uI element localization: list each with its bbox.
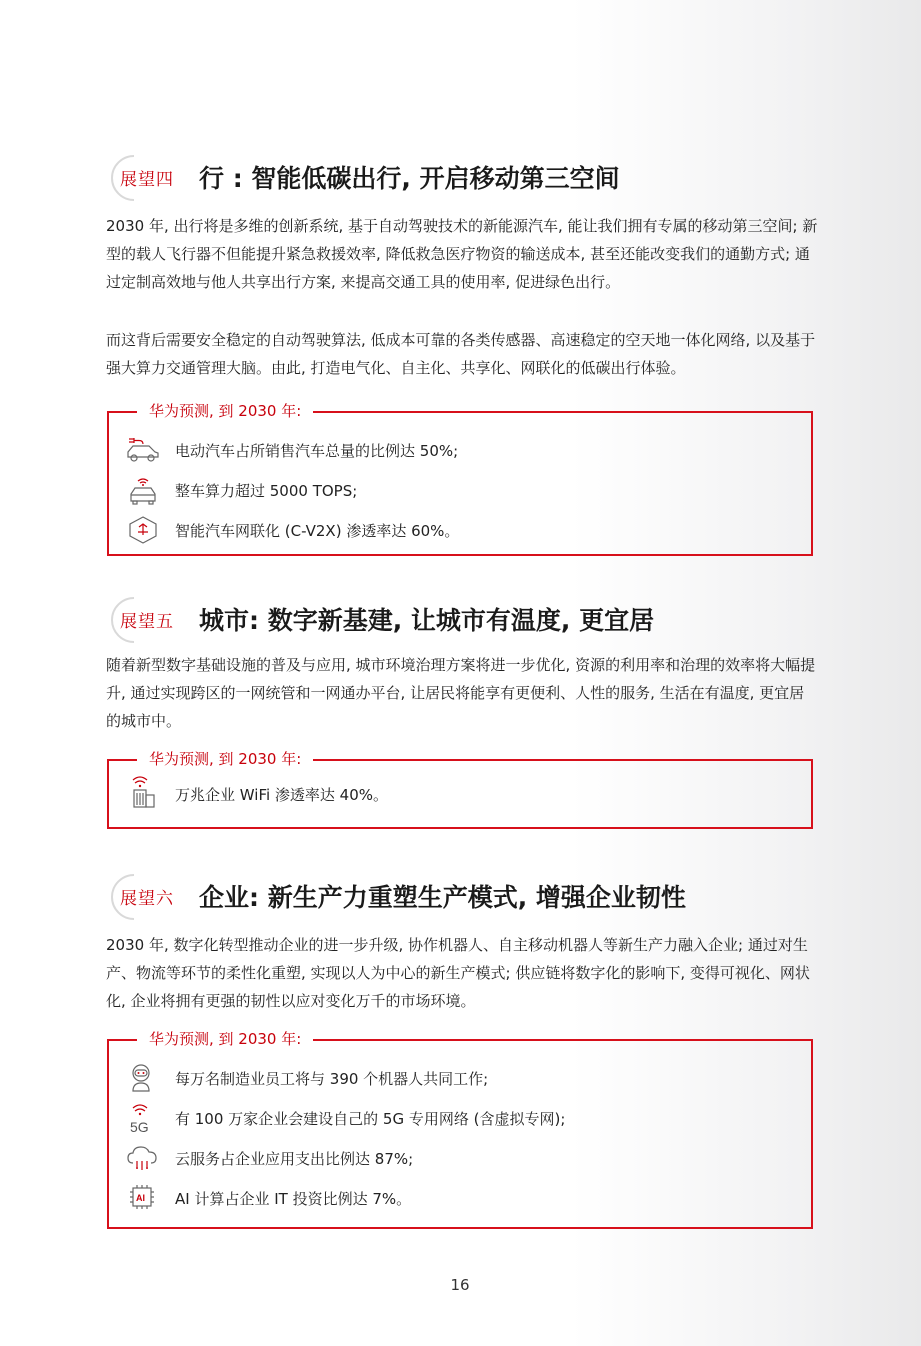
- robot-icon: [125, 1063, 161, 1093]
- section-title: 城市: 数字新基建, 让城市有温度, 更宜居: [199, 606, 655, 635]
- forecast-item: [125, 1141, 785, 1175]
- forecast-item-text: 电动汽车占所销售汽车总量的比例达 50%;: [175, 442, 459, 460]
- section-6-paragraph-1: 2030 年, 数字化转型推动企业的进一步升级, 协作机器人、自主移动机器人等新生产力融入企业; 通过对生产、物流等环节的柔性化重塑, 实现以人为中心的新生产模式; 供应链将数字化的影响下, 变得可视化、网状化, 企业将拥有更强的韧性以应对变化万千的市场环境。: [106, 936, 810, 1010]
- section-6-forecast-box: [107, 1030, 813, 1229]
- forecast-item-text: 云服务占企业应用支出比例达 87%;: [175, 1150, 414, 1168]
- forecast-item: [125, 1101, 785, 1135]
- section-4-paragraph-1: 2030 年, 出行将是多维的创新系统, 基于自动驾驶技术的新能源汽车, 能让我们拥有专属的移动第三空间; 新型的载人飞行器不但能提升紧急救援效率, 降低救急医疗物资的输送成本, 甚至还能改变我们的通勤方式; 通过定制高效地与他人共享出行方案, 来提高交通工具的使用率, 促进绿色出行。: [106, 217, 818, 291]
- electric-car-icon: [125, 435, 161, 465]
- forecast-item: [125, 473, 785, 507]
- section-badge: [106, 153, 188, 203]
- forecast-label: 华为预测, 到 2030 年:: [137, 1029, 313, 1049]
- forecast-item: [125, 433, 785, 467]
- forecast-item-text: 万兆企业 WiFi 渗透率达 40%。: [175, 786, 389, 804]
- forecast-item-text: 整车算力超过 5000 TOPS;: [175, 482, 358, 500]
- section-title: 企业: 新生产力重塑生产模式, 增强企业韧性: [199, 883, 686, 912]
- section-6-heading: [106, 872, 826, 922]
- section-4-heading: [106, 153, 826, 203]
- forecast-item: [125, 513, 785, 547]
- section-title: 行 : 智能低碳出行, 开启移动第三空间: [199, 164, 620, 193]
- section-5-paragraph-1: 随着新型数字基础设施的普及与应用, 城市环境治理方案将进一步优化, 资源的利用率和治理的效率将大幅提升, 通过实现跨区的一网统管和一网通办平台, 让居民将能享有更便利、人性的服务, 生活在有温度, 更宜居的城市中。: [106, 656, 816, 730]
- section-badge: [106, 595, 188, 645]
- forecast-item-text: 智能汽车网联化 (C-V2X) 渗透率达 60%。: [175, 522, 460, 540]
- connected-car-icon: [125, 475, 161, 505]
- forecast-item-text: 有 100 万家企业会建设自己的 5G 专用网络 (含虚拟专网);: [175, 1110, 566, 1128]
- forecast-item-text: 每万名制造业员工将与 390 个机器人共同工作;: [175, 1070, 489, 1088]
- 5g-icon-label: 5G: [130, 1119, 149, 1135]
- v2x-icon: [125, 515, 161, 545]
- forecast-item-text: AI 计算占企业 IT 投资比例达 7%。: [175, 1190, 412, 1208]
- ai-chip-icon-label: AI: [136, 1193, 145, 1203]
- forecast-label: 华为预测, 到 2030 年:: [137, 749, 313, 769]
- page-number: 16: [450, 1276, 470, 1294]
- ai-chip-icon: [125, 1183, 161, 1213]
- section-4-paragraph-2: 而这背后需要安全稳定的自动驾驶算法, 低成本可靠的各类传感器、高速稳定的空天地一体化网络, 以及基于强大算力交通管理大脑。由此, 打造电气化、自主化、共享化、网联化的低碳出行体验。: [106, 331, 816, 377]
- forecast-item: [125, 777, 785, 811]
- forecast-label: 华为预测, 到 2030 年:: [137, 401, 313, 421]
- section-4-forecast-box: [107, 402, 813, 556]
- cloud-icon: [125, 1143, 161, 1173]
- forecast-item: [125, 1181, 785, 1215]
- section-badge-label: 展望四: [120, 170, 174, 190]
- 5g-icon: [125, 1103, 161, 1133]
- section-badge-label: 展望六: [120, 889, 174, 909]
- forecast-item: [125, 1061, 785, 1095]
- section-5-heading: [106, 595, 826, 645]
- section-badge-label: 展望五: [120, 612, 174, 632]
- section-badge: [106, 872, 188, 922]
- wifi-building-icon: [125, 779, 161, 809]
- section-5-forecast-box: [107, 750, 813, 829]
